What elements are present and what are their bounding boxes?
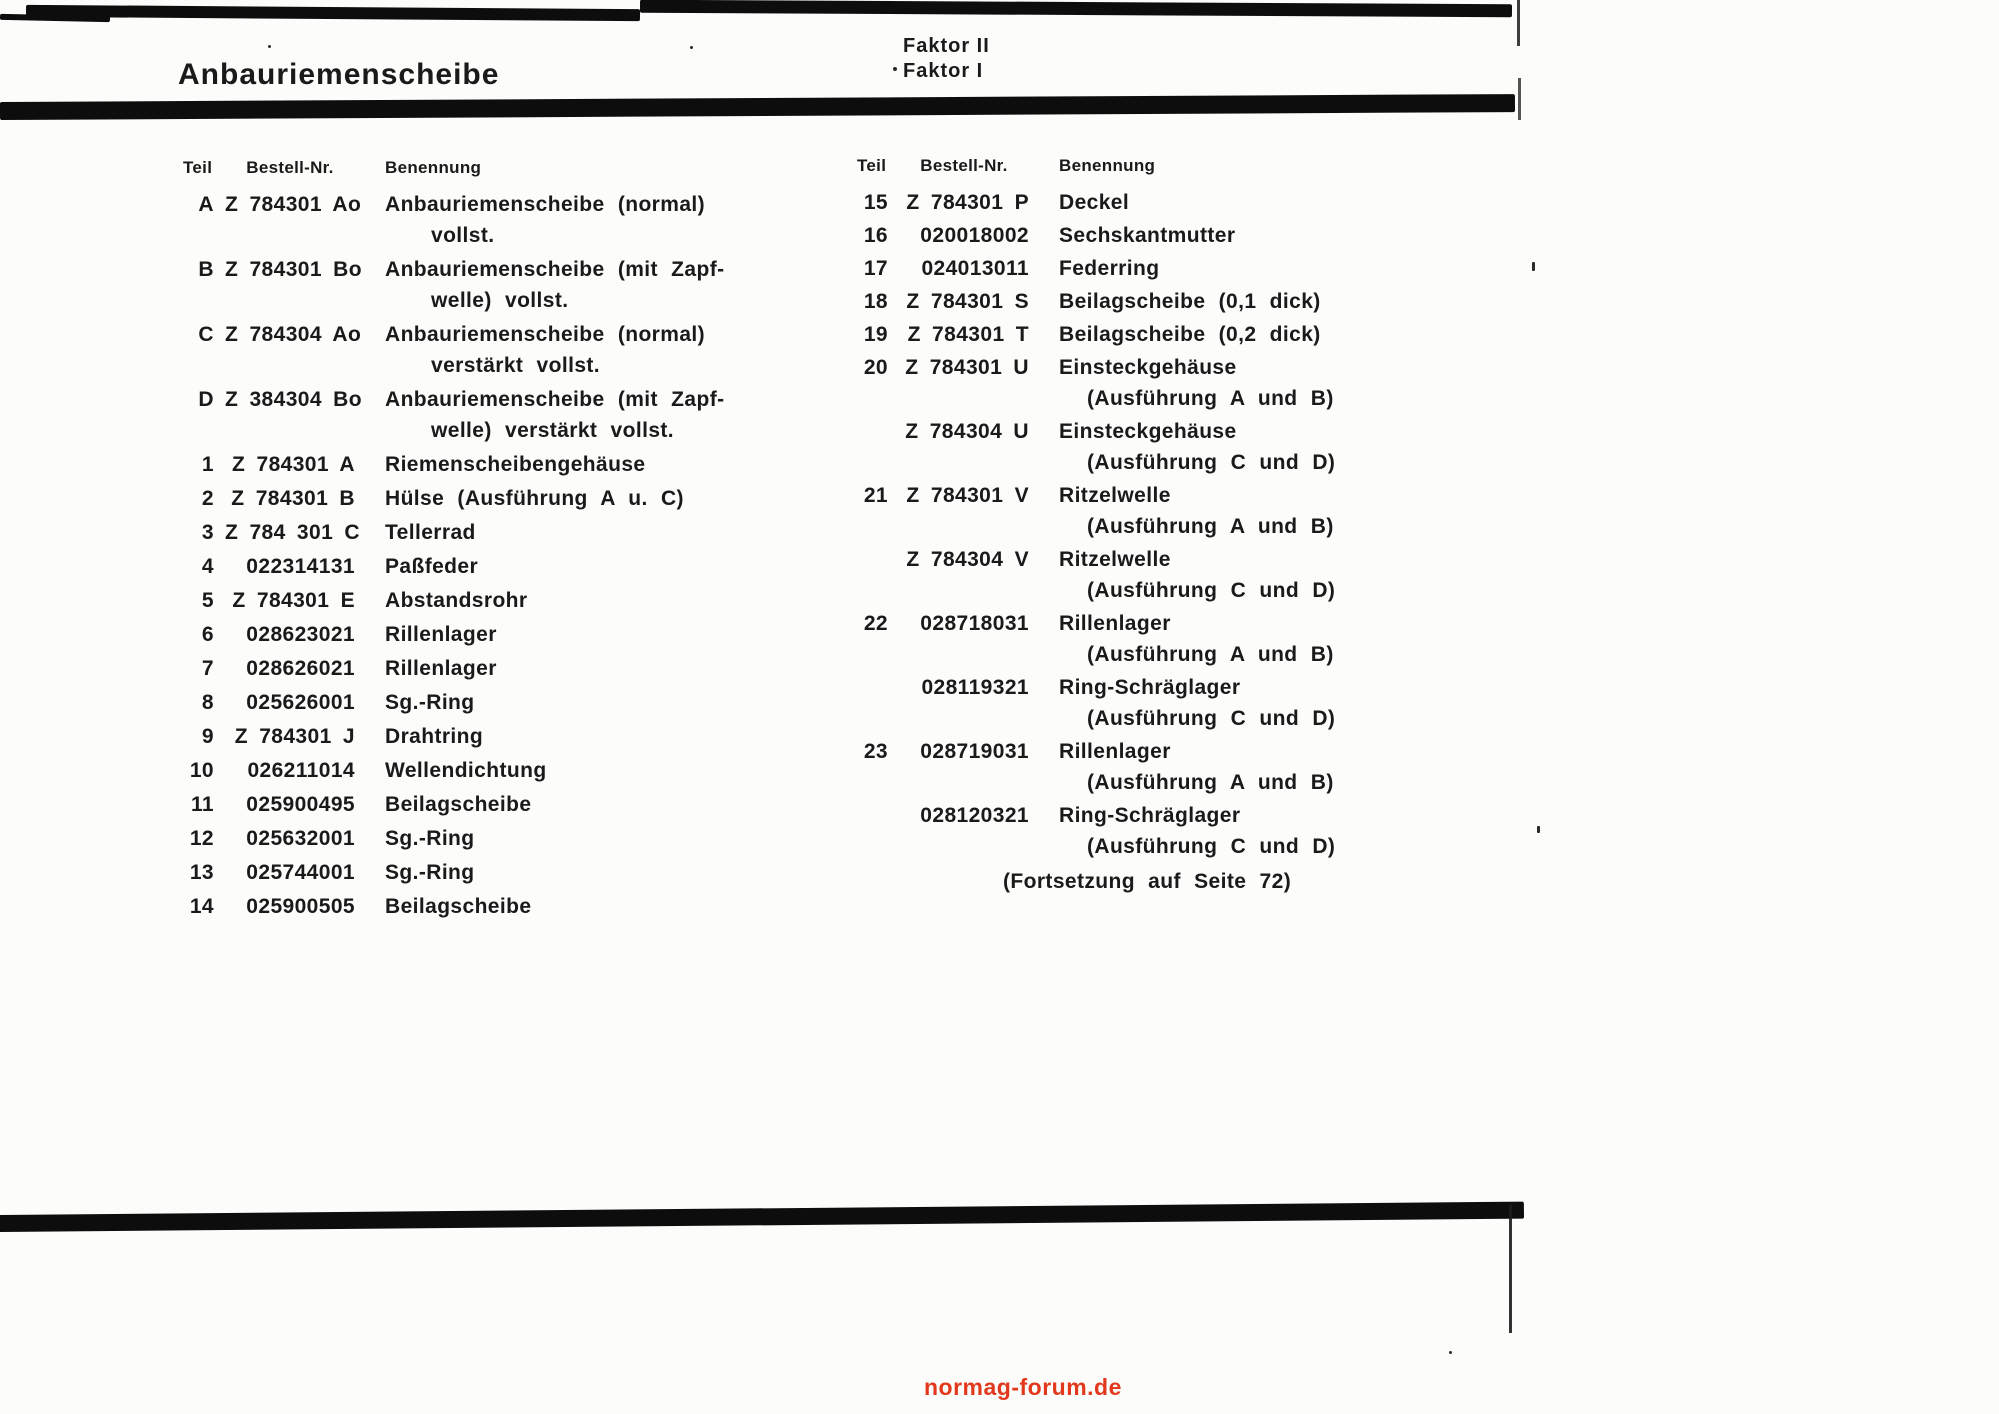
part-id-cell: 6 xyxy=(201,623,214,646)
part-id-cell: 11 xyxy=(191,793,214,816)
part-name-cell: Ritzelwelle (Ausführung C und D) xyxy=(1059,548,1336,602)
part-name-cell: Rillenlager (Ausführung A und B) xyxy=(1059,740,1334,794)
part-name-cell: Rillenlager (Ausführung A und B) xyxy=(1059,612,1334,666)
table-header-row xyxy=(852,156,1512,176)
scan-artifact-edge-line xyxy=(1509,1205,1512,1333)
part-id-cell: 9 xyxy=(201,725,214,748)
order-number-cell: 022314131 xyxy=(246,555,355,578)
part-id-cell: 1 xyxy=(201,453,214,476)
order-number-cell: 028626021 xyxy=(246,657,355,680)
part-id-cell: A xyxy=(198,193,214,216)
table-row xyxy=(852,291,1512,313)
part-id-cell: D xyxy=(198,388,214,411)
order-number-cell: 028718031 xyxy=(920,612,1029,635)
table-row xyxy=(852,485,1512,538)
part-name-cell: Beilagscheibe (0,1 dick) xyxy=(1059,290,1321,313)
column-header-benennung: Benennung xyxy=(385,158,482,177)
table-row xyxy=(178,624,790,646)
part-name-cell: Federring xyxy=(1059,257,1160,280)
part-id-cell: 17 xyxy=(863,257,888,280)
table-header-row xyxy=(178,158,790,178)
part-name-cell: Sechskantmutter xyxy=(1059,224,1236,247)
table-row xyxy=(852,258,1512,280)
table-row xyxy=(852,324,1512,346)
part-id-cell xyxy=(852,677,888,730)
scan-artifact-top-band xyxy=(0,14,110,22)
order-number-cell: Z 784301 B xyxy=(231,487,355,510)
table-row xyxy=(852,225,1512,247)
part-name-cell: Beilagscheibe (0,2 dick) xyxy=(1059,323,1321,346)
column-header-benennung: Benennung xyxy=(1059,156,1156,175)
part-id-cell: 8 xyxy=(201,691,214,714)
part-name-cell: Sg.-Ring xyxy=(385,827,475,850)
factor-note xyxy=(903,34,990,84)
order-number-cell: Z 784301 E xyxy=(232,589,355,612)
order-number-cell: Z 784301 S xyxy=(906,290,1029,313)
table-row xyxy=(178,726,790,748)
page-title: Anbauriemenscheibe xyxy=(178,58,500,91)
factor-note-line1: Faktor II xyxy=(903,35,990,57)
part-name-cell: Anbauriemenscheibe (mit Zapf- welle) vollst. xyxy=(385,258,725,312)
part-name-cell: Sg.-Ring xyxy=(385,691,475,714)
part-id-cell: 12 xyxy=(189,827,214,850)
part-id-cell xyxy=(852,549,888,602)
part-name-cell: Beilagscheibe xyxy=(385,793,532,816)
table-row xyxy=(178,454,790,476)
part-id-cell: 13 xyxy=(189,861,214,884)
part-name-cell: Einsteckgehäuse (Ausführung C und D) xyxy=(1059,420,1336,474)
scan-speck xyxy=(893,67,897,71)
header-divider-bar xyxy=(0,94,1515,120)
watermark: normag-forum.de xyxy=(924,1374,1122,1400)
table-row xyxy=(178,259,790,312)
table-row xyxy=(178,324,790,377)
part-name-cell: Sg.-Ring xyxy=(385,861,475,884)
part-name-cell: Anbauriemenscheibe (normal) verstärkt vollst. xyxy=(385,323,706,377)
part-name-cell: Deckel xyxy=(1059,191,1130,214)
column-header-teil: Teil xyxy=(857,156,887,175)
scan-speck xyxy=(268,45,271,48)
table-row xyxy=(178,590,790,612)
table-row xyxy=(178,556,790,578)
order-number-cell: 025632001 xyxy=(246,827,355,850)
table-row xyxy=(178,389,790,442)
scan-artifact-edge-line xyxy=(1518,78,1521,120)
scan-artifact-top-band xyxy=(640,0,1512,17)
order-number-cell: Z 784301 U xyxy=(905,356,1029,379)
part-id-cell: 5 xyxy=(201,589,214,612)
part-name-cell: Abstandsrohr xyxy=(385,589,528,612)
table-row xyxy=(852,192,1512,214)
table-row xyxy=(852,741,1512,794)
order-number-cell: 025626001 xyxy=(246,691,355,714)
order-number-cell: Z 784304 Ao xyxy=(225,323,362,346)
order-number-cell: Z 784301 Bo xyxy=(225,258,362,281)
scan-speck xyxy=(1449,1351,1452,1354)
table-row xyxy=(852,357,1512,410)
order-number-cell: Z 784301 A xyxy=(232,453,355,476)
part-id-cell: 2 xyxy=(201,487,214,510)
part-name-cell: Rillenlager xyxy=(385,657,497,680)
table-row xyxy=(178,488,790,510)
part-name-cell: Anbauriemenscheibe (normal) vollst. xyxy=(385,193,706,247)
column-header-bestell-nr: Bestell-Nr. xyxy=(246,158,334,177)
order-number-cell: Z 784301 V xyxy=(906,484,1029,507)
scan-speck xyxy=(1537,826,1540,833)
part-name-cell: Ritzelwelle (Ausführung A und B) xyxy=(1059,484,1334,538)
scan-speck xyxy=(690,46,693,49)
factor-note-line2: Faktor I xyxy=(903,60,984,82)
order-number-cell: Z 784301 J xyxy=(234,725,355,748)
part-id-cell: 3 xyxy=(201,521,214,544)
part-name-cell: Anbauriemenscheibe (mit Zapf- welle) verstärkt vollst. xyxy=(385,388,725,442)
order-number-cell: Z 784301 T xyxy=(907,323,1029,346)
table-row xyxy=(178,896,790,918)
part-id-cell: C xyxy=(198,323,214,346)
column-header-teil: Teil xyxy=(183,158,213,177)
continuation-note: (Fortsetzung auf Seite 72) xyxy=(1003,870,1292,893)
table-row xyxy=(852,421,1512,474)
table-row xyxy=(178,794,790,816)
table-row xyxy=(852,549,1512,602)
part-name-cell: Drahtring xyxy=(385,725,484,748)
table-row xyxy=(178,760,790,782)
table-row xyxy=(178,862,790,884)
part-id-cell: 15 xyxy=(863,191,888,214)
footer-divider-bar xyxy=(0,1202,1524,1232)
order-number-cell: 028119321 xyxy=(921,676,1029,699)
part-id-cell: 20 xyxy=(863,356,888,379)
part-id-cell: 18 xyxy=(863,290,888,313)
order-number-cell: Z 784 301 C xyxy=(225,521,360,544)
part-id-cell: 10 xyxy=(189,759,214,782)
part-name-cell: Tellerrad xyxy=(385,521,476,544)
part-name-cell: Ring-Schräglager (Ausführung C und D) xyxy=(1059,804,1336,858)
table-row xyxy=(178,658,790,680)
part-id-cell: 4 xyxy=(201,555,214,578)
part-id-cell: B xyxy=(198,258,214,281)
parts-table-left xyxy=(178,158,790,930)
table-row xyxy=(178,194,790,247)
table-row xyxy=(178,522,790,544)
part-name-cell: Riemenscheibengehäuse xyxy=(385,453,646,476)
part-id-cell: 19 xyxy=(863,323,888,346)
part-id-cell: 22 xyxy=(863,612,888,635)
order-number-cell: 028120321 xyxy=(920,804,1029,827)
part-id-cell: 14 xyxy=(189,895,214,918)
part-name-cell: Beilagscheibe xyxy=(385,895,532,918)
table-row xyxy=(178,828,790,850)
order-number-cell: 025744001 xyxy=(246,861,355,884)
part-name-cell: Hülse (Ausführung A u. C) xyxy=(385,487,684,510)
scan-speck xyxy=(1532,262,1535,271)
order-number-cell: 028719031 xyxy=(920,740,1029,763)
part-id-cell: 7 xyxy=(201,657,214,680)
scan-artifact-edge-line xyxy=(1517,0,1520,46)
part-name-cell: Einsteckgehäuse (Ausführung A und B) xyxy=(1059,356,1334,410)
order-number-cell: Z 784301 P xyxy=(906,191,1029,214)
order-number-cell: 028623021 xyxy=(246,623,355,646)
part-id-cell: 21 xyxy=(863,484,888,507)
part-id-cell xyxy=(852,421,888,474)
parts-table-right xyxy=(852,156,1512,869)
order-number-cell: 020018002 xyxy=(920,224,1029,247)
scan-artifact-top-band xyxy=(26,5,640,21)
order-number-cell: 025900495 xyxy=(246,793,355,816)
order-number-cell: Z 784304 V xyxy=(906,548,1029,571)
table-row xyxy=(178,692,790,714)
order-number-cell: Z 784304 U xyxy=(905,420,1029,443)
part-name-cell: Paßfeder xyxy=(385,555,479,578)
table-row xyxy=(852,677,1512,730)
order-number-cell: 025900505 xyxy=(246,895,355,918)
part-id-cell: 16 xyxy=(863,224,888,247)
part-id-cell xyxy=(852,805,888,858)
part-name-cell: Ring-Schräglager (Ausführung C und D) xyxy=(1059,676,1336,730)
order-number-cell: 026211014 xyxy=(247,759,355,782)
part-name-cell: Wellendichtung xyxy=(385,759,547,782)
column-header-bestell-nr: Bestell-Nr. xyxy=(920,156,1008,175)
part-name-cell: Rillenlager xyxy=(385,623,497,646)
table-row xyxy=(852,613,1512,666)
part-id-cell: 23 xyxy=(863,740,888,763)
order-number-cell: 024013011 xyxy=(921,257,1029,280)
order-number-cell: Z 784301 Ao xyxy=(225,193,362,216)
table-row xyxy=(852,805,1512,858)
order-number-cell: Z 384304 Bo xyxy=(225,388,362,411)
